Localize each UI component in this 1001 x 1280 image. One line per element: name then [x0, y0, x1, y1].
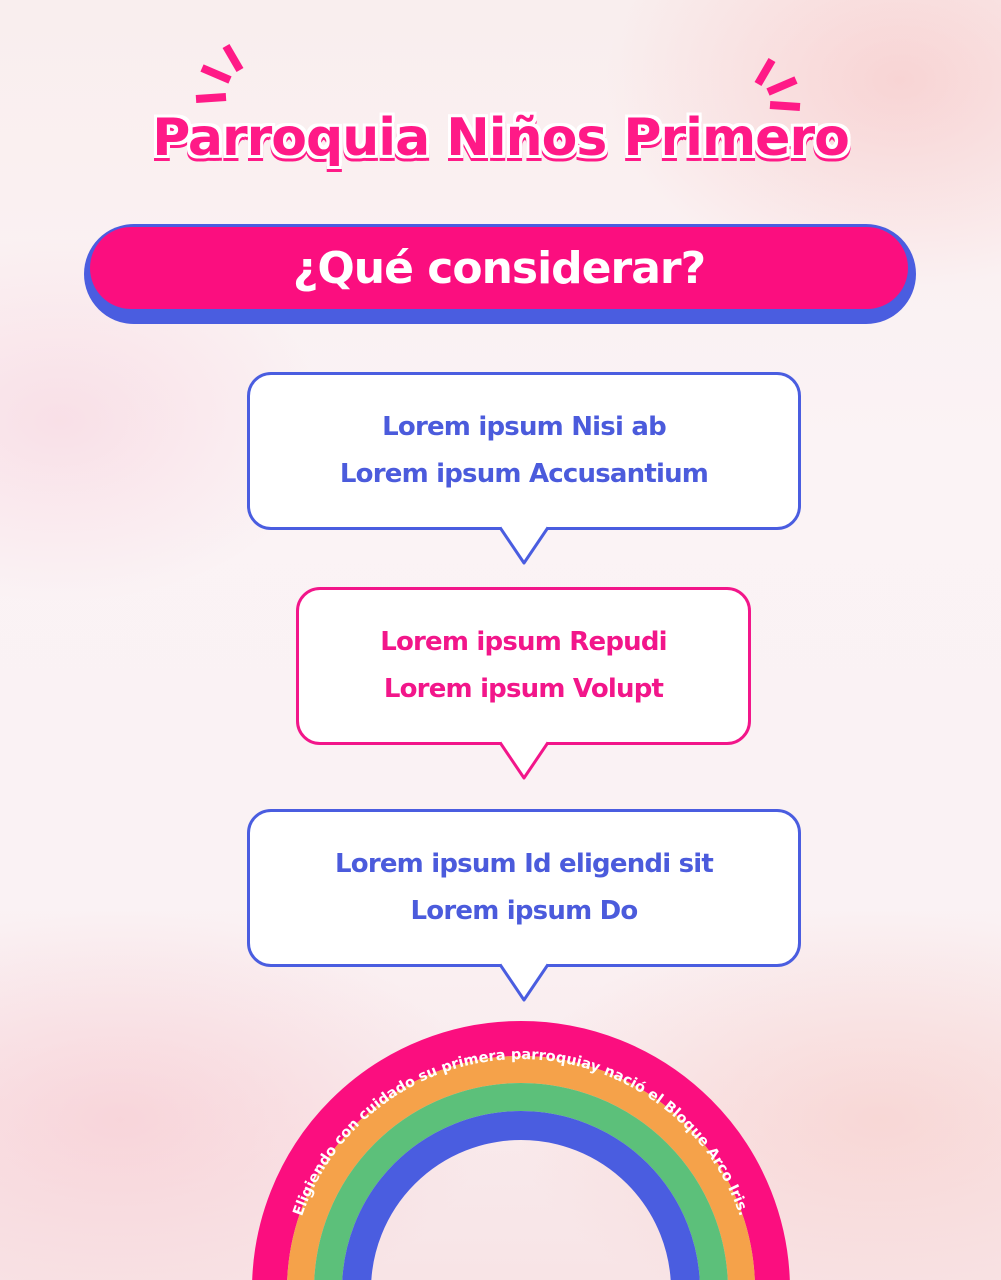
- bubble-3-line-2: Lorem ipsum Do: [410, 896, 638, 926]
- bubble-2-line-1: Lorem ipsum Repudi: [380, 627, 667, 657]
- subtitle-text: ¿Qué considerar?: [292, 242, 706, 294]
- bubble-2-line-2: Lorem ipsum Volupt: [383, 674, 664, 704]
- bubble-1-line-2: Lorem ipsum Accusantium: [339, 459, 709, 489]
- bubble-3-line-1: Lorem ipsum Id eligendi sit: [334, 849, 714, 879]
- bubble-1-line-1: Lorem ipsum Nisi ab: [382, 412, 666, 442]
- page-title: Parroquia Niños Primero: [152, 108, 849, 168]
- rainbow-caption: Eligiendo con cuidado su primera parroquiay nació el Bloque Arco Iris.: [290, 1047, 752, 1218]
